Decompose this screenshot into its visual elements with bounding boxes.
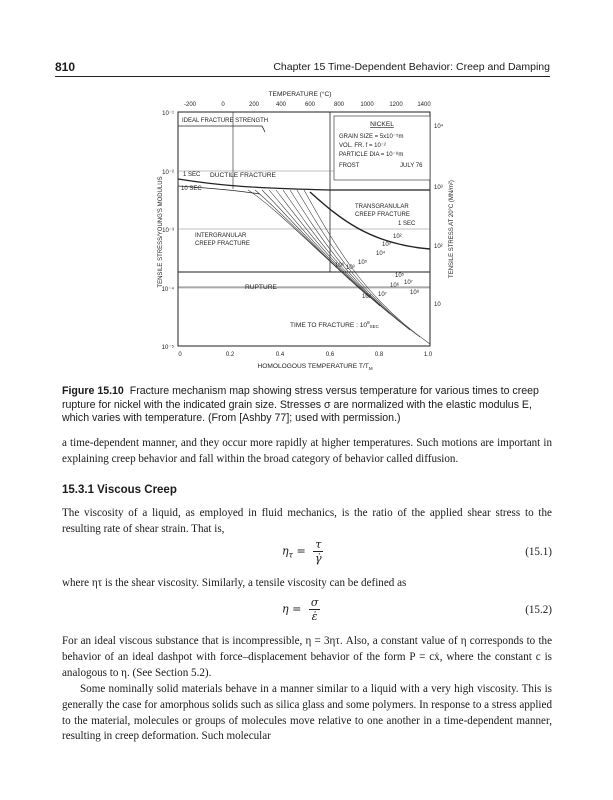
equation-number: (15.2) [525,604,552,616]
time-label: 10⁵ [395,273,405,279]
bottom-tick-label: 0 [178,352,182,358]
top-tick-label: 0 [221,102,225,108]
top-tick-label: 400 [275,102,287,108]
legend-title: NICKEL [370,121,394,128]
rupture-label: RUPTURE [245,284,277,291]
caption-label: Figure 15.10 [62,385,124,397]
top-tick-label: 800 [333,102,345,108]
fraction-denominator: ε̇ [311,610,318,623]
top-tick-label: 200 [248,102,260,108]
paragraph: The viscosity of a liquid, as employed in fluid mechanics, is the ratio of the applied shear stress to the resulting rate of shear strain. That is, [62,507,552,535]
running-head: Chapter 15 Time-Dependent Behavior: Creep and Damping [273,61,550,73]
top-tick-label: 1000 [360,102,374,108]
header-rule [55,76,550,77]
time-label: 10⁸ [410,290,420,296]
sec1-label: 1 SEC [183,172,201,178]
bottom-tick-label: 0.6 [325,352,335,358]
legend-line: FROST [339,163,360,169]
time-label: 10⁵ [358,260,368,266]
bottom-ticks [178,352,433,358]
right-tick-label: 10 [434,302,441,308]
eq-lhs-sub: τ [288,550,294,560]
right-tick-label: 10⁴ [434,124,444,130]
sec10-label: 10 SEC [181,186,202,192]
left-axis-title: TENSILE STRESS/YOUNG'S MODULUS [158,176,164,288]
bottom-tick-label: 0.2 [225,352,235,358]
time-label: 10⁷ [378,292,387,298]
fracture-map-figure [150,84,470,374]
bottom-tick-label: 0.4 [275,352,285,358]
bottom-axis-title [257,363,372,371]
legend-line: JULY 76 [400,163,423,169]
time-label: 10⁶ [335,263,345,269]
equation-number: (15.1) [525,546,552,558]
ttf-exp: 8 [367,320,370,325]
bottom-tick-label: 0.8 [374,352,384,358]
equation-body: $\eta_\tau$ = $\frac{\tau}{\gammȧ}$ [282,538,322,565]
time-label: 10⁴ [362,294,372,300]
paragraph: For an ideal viscous substance that is incompressible, η = 3ητ. Also, a constant value of η corresponds to the behavior of an ideal dashpot with force–displacement behavior of the form P = cẋ, where the constant c is analogous to η. (See Section 5.2). [62,635,552,679]
top-ticks [184,102,431,108]
left-tick-label: 10⁻⁵ [161,345,174,351]
legend-line: GRAIN SIZE = 5x10⁻⁵m [339,134,404,140]
equation-15-1 [62,538,552,572]
ideal-strength-label: IDEAL FRACTURE STRENGTH [182,118,269,124]
figure-caption [62,385,552,426]
time-label: 10⁴ [376,251,386,257]
eq-lhs: η [282,602,289,616]
left-tick-label: 10⁻⁴ [161,287,174,293]
fracture-curve [290,190,410,330]
ttf-unit: SEC [369,324,379,329]
top-tick-label: -200 [183,102,197,108]
bottom-tick-label: 1.0 [423,352,433,358]
page-number: 810 [55,60,76,74]
left-tick-label: 10⁻² [162,170,174,176]
fraction-numerator: τ [315,538,322,551]
top-tick-label: 1400 [417,102,431,108]
paragraph: a time-dependent manner, and they occur more rapidly at higher temperatures. Such motions are important in explaining creep behavior and fall within the broad category of behavior called diffusion. [62,437,552,465]
bottom-axis-subscript: M [368,366,373,371]
ideal-strength-line [178,126,265,132]
ductile-label: DUCTILE FRACTURE [210,172,276,179]
right-axis-title: TENSILE STRESS AT 20°C (MN/m²) [449,180,455,278]
fraction-denominator: γ̇ [315,552,322,565]
time-label: 10³ [382,242,391,248]
time-label: 1 SEC [398,221,416,227]
fraction [309,596,321,623]
paragraph: where ητ is the shear viscosity. Similarly, a tensile viscosity can be defined as [62,577,407,589]
right-tick-label: 10² [434,244,443,250]
time-label: 10³ [346,265,355,271]
intergranular-label-1: INTERGRANULAR [195,233,247,239]
intergranular-label-2: CREEP FRACTURE [195,241,250,247]
ductile-boundary [178,179,430,190]
top-tick-label: 1200 [389,102,403,108]
ttf-text: TIME TO FRACTURE : 10 [290,322,368,329]
time-to-fracture-label [290,320,380,329]
right-tick-label: 10³ [434,185,443,191]
fracture-map-svg [150,84,470,374]
left-tick-label: 10⁻³ [162,228,174,234]
eq-lhs: η [282,544,289,558]
top-axis-title: TEMPERATURE (°C) [268,91,332,98]
equation-15-2 [62,596,552,630]
legend-line: PARTICLE DIA = 10⁻⁸m [339,152,404,158]
transgranular-label-2: CREEP FRACTURE [355,212,410,218]
section-heading: 15.3.1 Viscous Creep [62,484,177,496]
transgranular-label-1: TRANSGRANULAR [355,204,409,210]
top-tick-label: 600 [304,102,316,108]
time-label: 10⁷ [404,280,413,286]
right-ticks [434,123,444,308]
time-label: 10² [393,234,402,240]
time-label: 10⁶ [390,283,400,289]
left-tick-label: 10⁻¹ [162,111,174,117]
legend-line: VOL. FR. f = 10⁻² [339,143,387,149]
bottom-axis-title-text: HOMOLOGOUS TEMPERATURE T/T [257,363,369,370]
paragraph: Some nominally solid materials behave in a manner similar to a liquid with a very high viscosity. This is generally the case for amorphous solids such as silica glass and some polymers. In response to a stress applied to the material, molecules or groups of molecules move relative to one another in a time-dependent manner, resulting in creep deformation. Such molecular [62,683,552,743]
fraction-numerator: σ [310,596,319,609]
fraction [313,538,323,565]
caption-text: Fracture mechanism map showing stress versus temperature for various times to creep rupture for nickel with the indicated grain size. Stresses σ are normalized with the elastic modulus E, which varies with temperature. (From [Ashby 77]; used with permission.) [62,385,539,425]
equation-body: η = $\frac{\sigma}{\varepsiloṅ}$ [282,596,319,623]
